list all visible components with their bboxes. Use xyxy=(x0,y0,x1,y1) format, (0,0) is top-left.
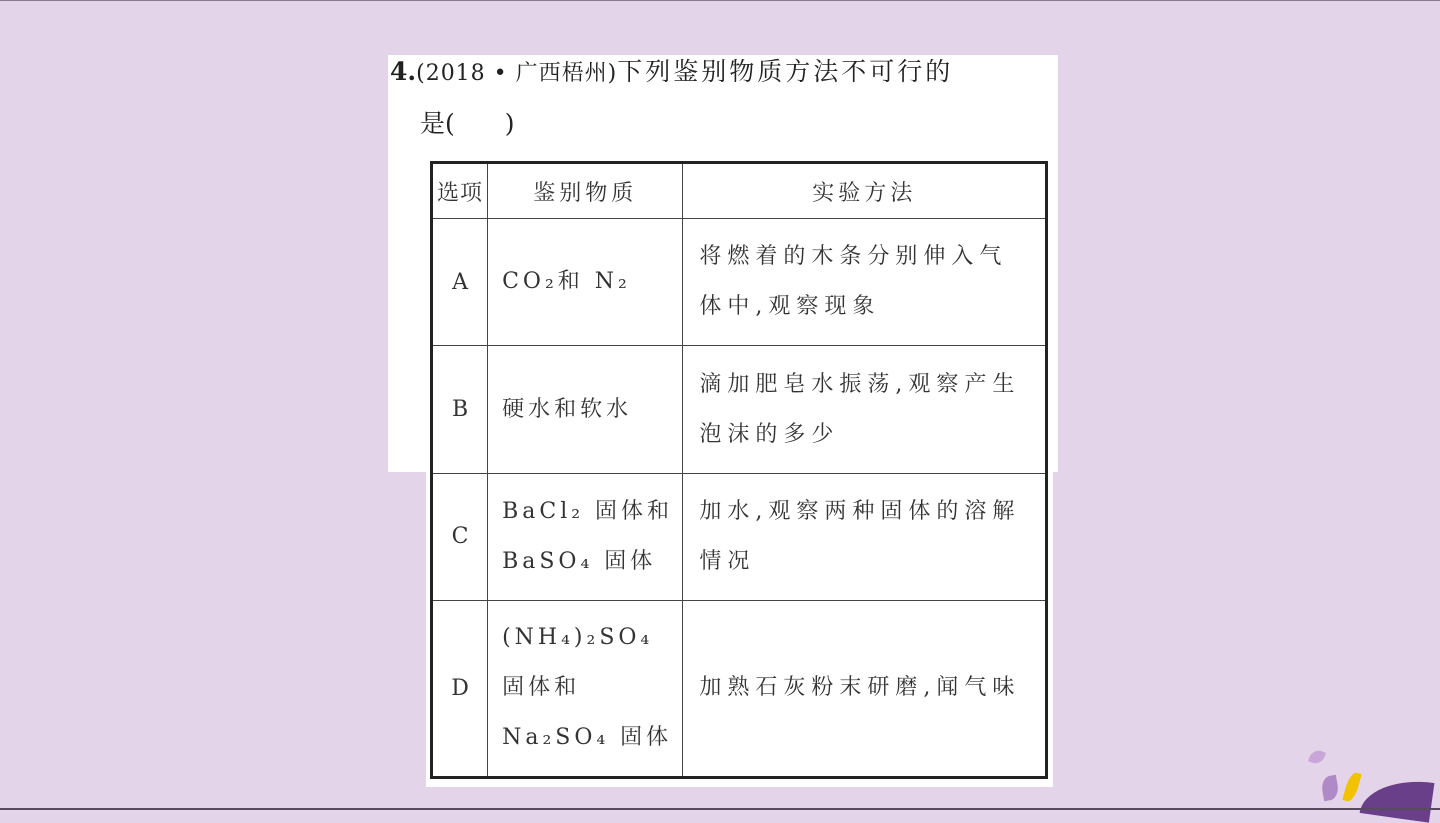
decorative-leaf-icon xyxy=(1308,748,1326,766)
identification-table xyxy=(430,161,1048,779)
question-stem-line2: 是( ) xyxy=(420,109,515,138)
question-stem-line1 xyxy=(390,56,1060,90)
table-header-row xyxy=(432,163,1047,219)
table-row xyxy=(432,473,1047,600)
question-source: (2018 • 广西梧州) xyxy=(416,61,618,86)
substance-cell: CO₂和 N₂ xyxy=(488,219,683,346)
substance-cell: 硬水和软水 xyxy=(488,346,683,473)
header-method: 实验方法 xyxy=(683,163,1047,219)
decorative-leaf-icon xyxy=(1320,775,1340,801)
option-cell: B xyxy=(432,346,488,473)
option-cell: D xyxy=(432,600,488,777)
top-border-line xyxy=(0,0,1440,1)
substance-cell: (NH₄)₂SO₄ 固体和Na₂SO₄ 固体 xyxy=(488,600,683,777)
question-number: 4. xyxy=(390,57,417,86)
method-cell: 滴加肥皂水振荡,观察产生泡沫的多少 xyxy=(683,346,1047,473)
decorative-leaf-icon xyxy=(1360,773,1435,822)
table-row xyxy=(432,219,1047,346)
substance-cell: BaCl₂ 固体和BaSO₄ 固体 xyxy=(488,473,683,600)
option-cell: C xyxy=(432,473,488,600)
question-stem: 下列鉴别物质方法不可行的 xyxy=(617,57,954,86)
method-cell: 将燃着的木条分别伸入气体中,观察现象 xyxy=(683,219,1047,346)
option-cell: A xyxy=(432,219,488,346)
method-cell: 加熟石灰粉末研磨,闻气味 xyxy=(683,600,1047,777)
decorative-leaf-icon xyxy=(1342,771,1361,803)
table-row xyxy=(432,346,1047,473)
header-substance: 鉴别物质 xyxy=(488,163,683,219)
table-row xyxy=(432,600,1047,777)
method-cell: 加水,观察两种固体的溶解情况 xyxy=(683,473,1047,600)
header-option: 选项 xyxy=(432,163,488,219)
